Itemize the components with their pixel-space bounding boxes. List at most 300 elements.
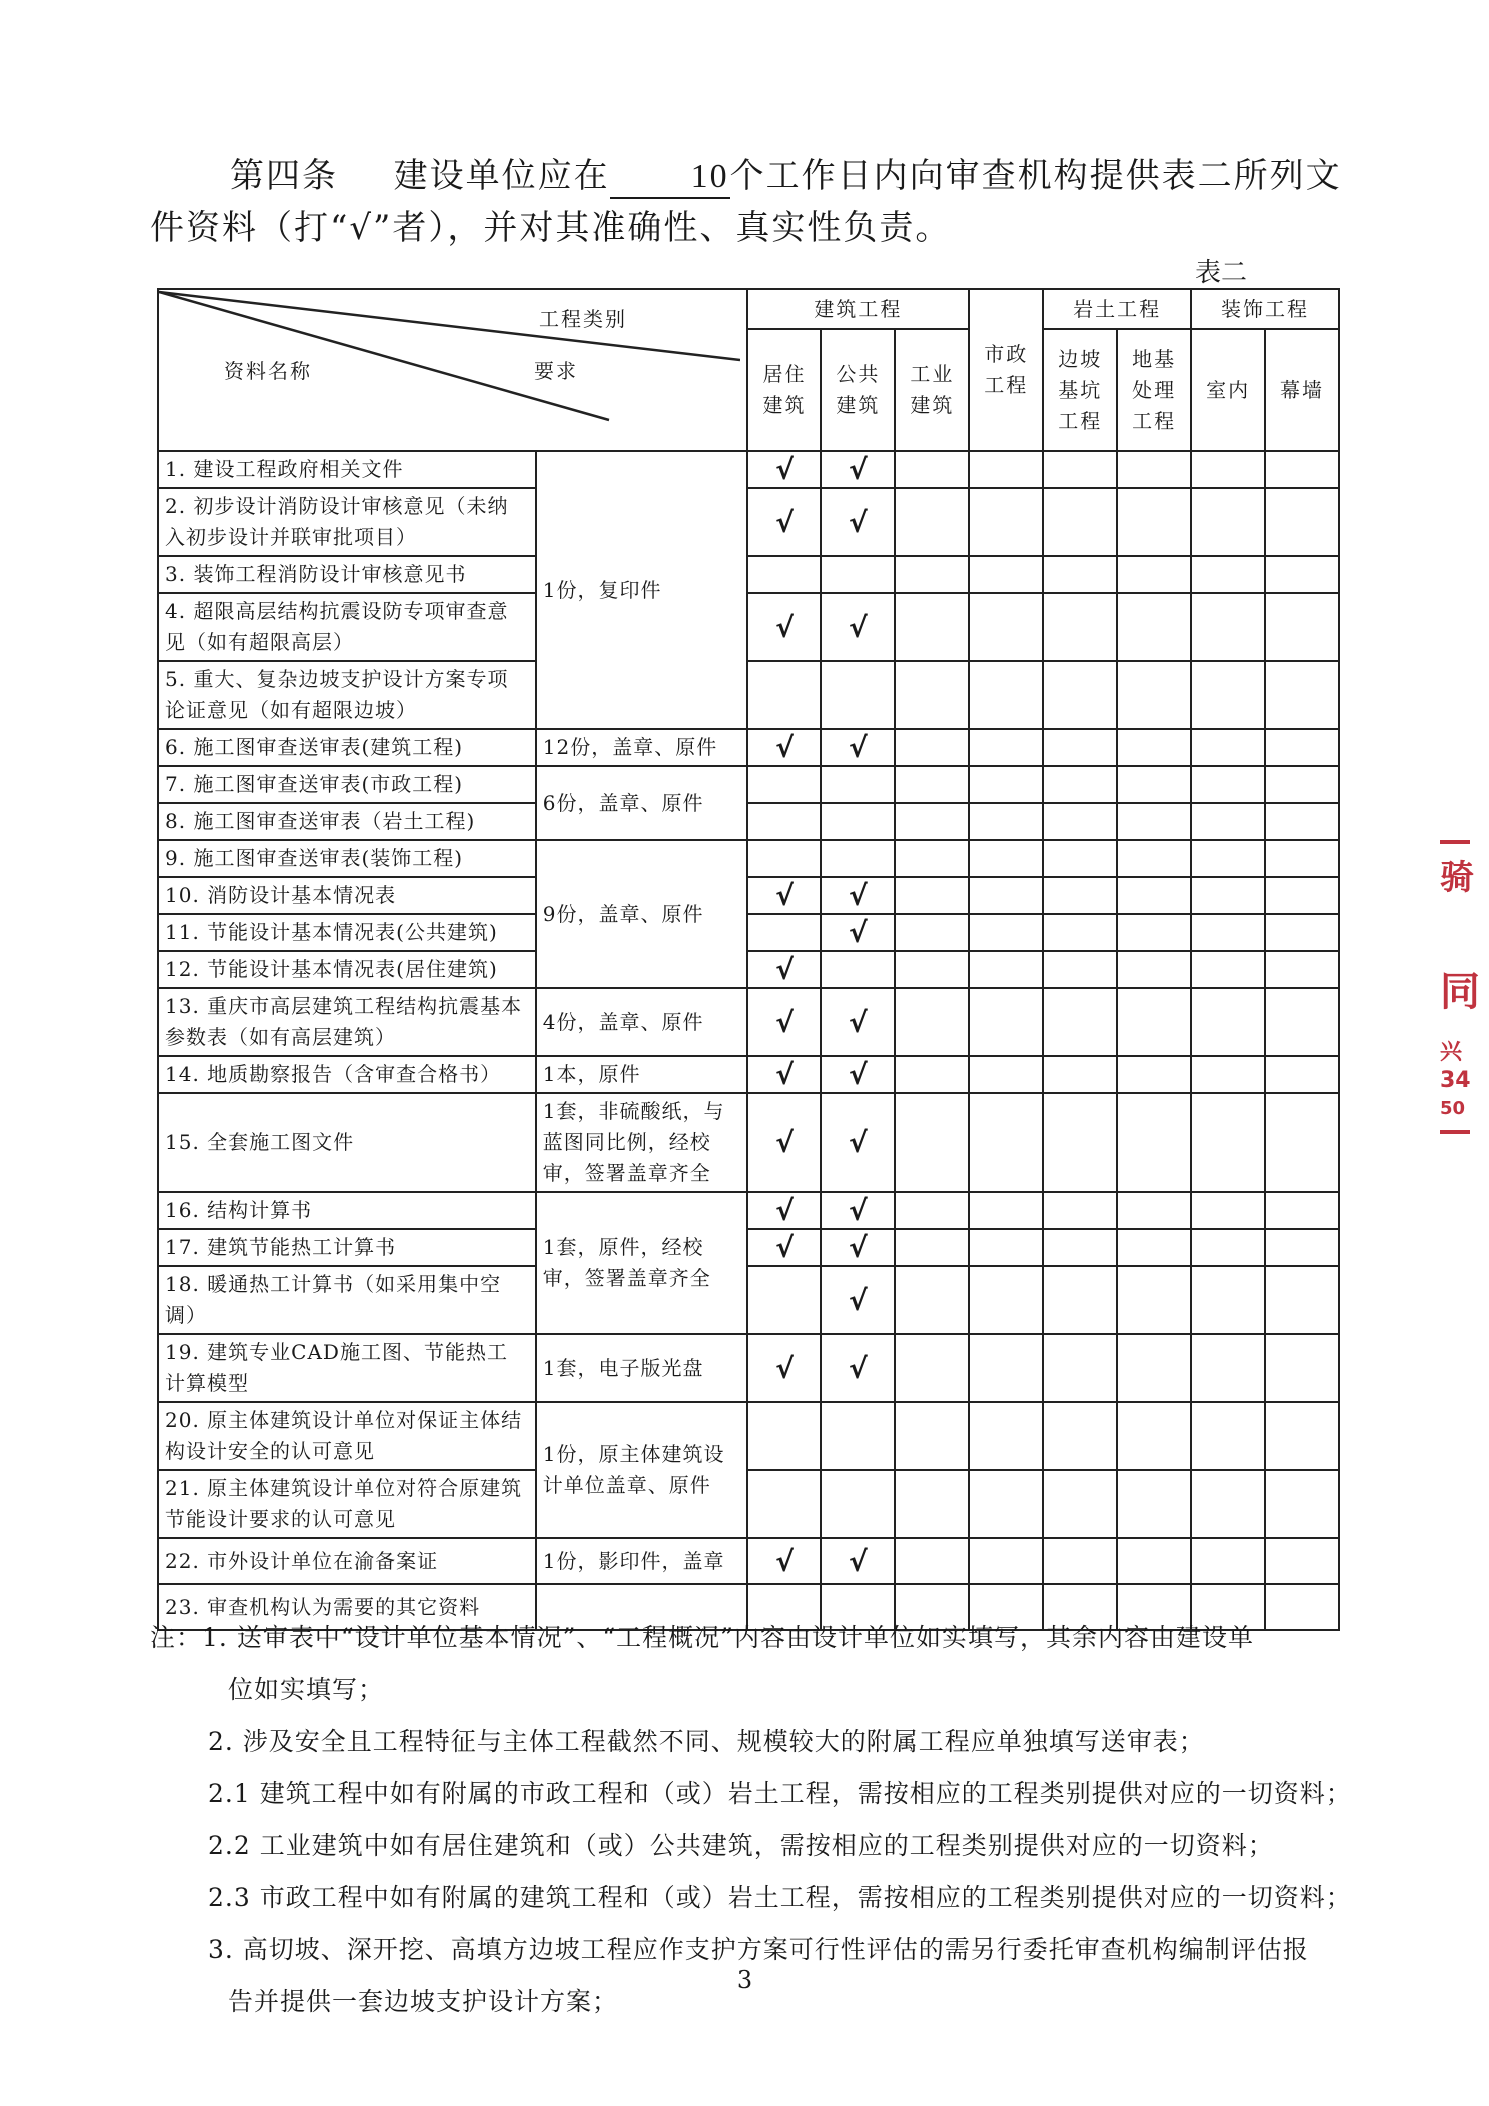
table-row xyxy=(158,593,1339,661)
check-cell-curtain-wall xyxy=(1265,1093,1339,1192)
check-cell-curtain-wall xyxy=(1265,661,1339,729)
check-cell-foundation xyxy=(1117,1056,1191,1093)
check-cell-curtain-wall xyxy=(1265,556,1339,593)
check-cell-interior xyxy=(1191,877,1265,914)
check-cell-industrial xyxy=(895,661,969,729)
subheader-slope-line1: 边坡 xyxy=(1058,346,1103,371)
requirement-cell: 1份，影印件，盖章 xyxy=(536,1538,748,1584)
check-cell-interior xyxy=(1191,1266,1265,1334)
table-row xyxy=(158,1538,1339,1584)
check-cell-public xyxy=(821,1192,895,1229)
subheader-municipal-line2: 工程 xyxy=(984,373,1029,397)
article-number: 第四条 xyxy=(230,156,338,196)
requirement-cell: 1份，复印件 xyxy=(536,451,748,729)
subheader-municipal xyxy=(969,289,1043,451)
document-name-cell: 15. 全套施工图文件 xyxy=(158,1093,536,1192)
check-cell-municipal xyxy=(969,840,1043,877)
check-cell-industrial xyxy=(895,840,969,877)
table-row xyxy=(158,840,1339,877)
notes-prefix: 注： xyxy=(150,1623,203,1652)
check-cell-industrial xyxy=(895,451,969,488)
check-cell-curtain-wall xyxy=(1265,914,1339,951)
subheader-curtain-wall: 幕墙 xyxy=(1265,329,1339,451)
document-name-cell: 17. 建筑节能热工计算书 xyxy=(158,1229,536,1266)
check-cell-curtain-wall xyxy=(1265,451,1339,488)
table-row xyxy=(158,556,1339,593)
check-cell-residential xyxy=(747,840,821,877)
check-mark-icon: √ xyxy=(849,505,868,539)
document-name-cell: 4. 超限高层结构抗震设防专项审查意见（如有超限高层） xyxy=(158,593,536,661)
check-cell-slope xyxy=(1043,766,1117,803)
document-name-cell: 9. 施工图审查送审表(装饰工程) xyxy=(158,840,536,877)
table-row xyxy=(158,1093,1339,1192)
check-cell-foundation xyxy=(1117,766,1191,803)
subheader-residential-line2: 建筑 xyxy=(762,393,807,417)
check-cell-municipal xyxy=(969,1470,1043,1538)
subheader-interior: 室内 xyxy=(1191,329,1265,451)
check-cell-industrial xyxy=(895,1538,969,1584)
check-cell-municipal xyxy=(969,1266,1043,1334)
check-mark-icon: √ xyxy=(849,1544,868,1578)
check-cell-curtain-wall xyxy=(1265,877,1339,914)
document-name-cell: 5. 重大、复杂边坡支护设计方案专项论证意见（如有超限边坡） xyxy=(158,661,536,729)
check-cell-slope xyxy=(1043,1229,1117,1266)
page-number: 3 xyxy=(736,1966,753,1994)
note-1-line-1: 1. 送审表中“设计单位基本情况”、“工程概况”内容由设计单位如实填写，其余内容由建设单 xyxy=(202,1623,1254,1652)
check-cell-residential xyxy=(747,1229,821,1266)
check-cell-industrial xyxy=(895,1229,969,1266)
check-cell-foundation xyxy=(1117,661,1191,729)
note-3-line-2: 告并提供一套边坡支护设计方案； xyxy=(228,1987,619,2016)
check-cell-public xyxy=(821,556,895,593)
check-cell-foundation xyxy=(1117,1229,1191,1266)
check-cell-public xyxy=(821,488,895,556)
check-cell-residential xyxy=(747,1192,821,1229)
check-cell-foundation xyxy=(1117,451,1191,488)
check-cell-foundation xyxy=(1117,1192,1191,1229)
check-cell-residential xyxy=(747,1402,821,1470)
check-mark-icon: √ xyxy=(775,610,794,644)
check-cell-curtain-wall xyxy=(1265,1229,1339,1266)
stamp-char-5: 50 xyxy=(1440,1098,1466,1119)
check-cell-interior xyxy=(1191,593,1265,661)
check-cell-curtain-wall xyxy=(1265,1402,1339,1470)
requirement-cell: 1套，电子版光盘 xyxy=(536,1334,748,1402)
document-name-cell: 1. 建设工程政府相关文件 xyxy=(158,451,536,488)
check-cell-industrial xyxy=(895,556,969,593)
check-cell-industrial xyxy=(895,914,969,951)
check-cell-slope xyxy=(1043,593,1117,661)
check-cell-public xyxy=(821,1093,895,1192)
requirement-cell: 1份，原主体建筑设计单位盖章、原件 xyxy=(536,1402,748,1538)
check-cell-residential xyxy=(747,914,821,951)
table-row xyxy=(158,988,1339,1056)
check-cell-foundation xyxy=(1117,1538,1191,1584)
check-mark-icon: √ xyxy=(849,1231,868,1264)
check-cell-interior xyxy=(1191,729,1265,766)
stamp-char-4: 34 xyxy=(1440,1068,1471,1093)
document-name-cell: 20. 原主体建筑设计单位对保证主体结构设计安全的认可意见 xyxy=(158,1402,536,1470)
check-cell-interior xyxy=(1191,840,1265,877)
check-cell-industrial xyxy=(895,593,969,661)
article-text-after: 个工作日内向审查机构提供表二所列文 xyxy=(729,156,1342,196)
check-cell-municipal xyxy=(969,951,1043,988)
check-cell-industrial xyxy=(895,1266,969,1334)
check-cell-interior xyxy=(1191,556,1265,593)
check-cell-residential xyxy=(747,1056,821,1093)
check-cell-curtain-wall xyxy=(1265,1334,1339,1402)
check-mark-icon: √ xyxy=(775,953,794,986)
check-cell-foundation xyxy=(1117,1402,1191,1470)
document-name-cell: 12. 节能设计基本情况表(居住建筑) xyxy=(158,951,536,988)
check-cell-curtain-wall xyxy=(1265,951,1339,988)
check-cell-residential xyxy=(747,1266,821,1334)
group-header-geotech: 岩土工程 xyxy=(1043,289,1191,329)
check-cell-curtain-wall xyxy=(1265,1192,1339,1229)
check-cell-interior xyxy=(1191,1470,1265,1538)
check-cell-slope xyxy=(1043,1093,1117,1192)
check-cell-curtain-wall xyxy=(1265,1470,1339,1538)
check-mark-icon: √ xyxy=(849,731,868,764)
requirement-cell: 1套，原件，经校审，签署盖章齐全 xyxy=(536,1192,748,1334)
check-mark-icon: √ xyxy=(775,1231,794,1264)
check-cell-curtain-wall xyxy=(1265,988,1339,1056)
check-cell-public xyxy=(821,1470,895,1538)
check-cell-residential xyxy=(747,877,821,914)
requirement-cell: 12份，盖章、原件 xyxy=(536,729,748,766)
document-name-cell: 2. 初步设计消防设计审核意见（未纳入初步设计并联审批项目） xyxy=(158,488,536,556)
check-cell-slope xyxy=(1043,1334,1117,1402)
document-name-cell: 13. 重庆市高层建筑工程结构抗震基本参数表（如有高层建筑） xyxy=(158,988,536,1056)
check-cell-industrial xyxy=(895,988,969,1056)
check-cell-industrial xyxy=(895,729,969,766)
requirement-cell: 1本，原件 xyxy=(536,1056,748,1093)
check-cell-curtain-wall xyxy=(1265,488,1339,556)
check-cell-slope xyxy=(1043,1266,1117,1334)
check-mark-icon: √ xyxy=(775,1194,794,1227)
document-name-cell: 18. 暖通热工计算书（如采用集中空调） xyxy=(158,1266,536,1334)
subheader-public-line2: 建筑 xyxy=(836,393,881,417)
check-cell-residential xyxy=(747,593,821,661)
check-cell-foundation xyxy=(1117,1266,1191,1334)
stamp-char-1: 骑 xyxy=(1440,858,1474,898)
check-cell-residential xyxy=(747,1093,821,1192)
check-cell-curtain-wall xyxy=(1265,766,1339,803)
check-cell-slope xyxy=(1043,914,1117,951)
article-text-before: 建设单位应在 xyxy=(393,156,610,196)
check-cell-residential xyxy=(747,988,821,1056)
check-cell-municipal xyxy=(969,593,1043,661)
check-cell-foundation xyxy=(1117,729,1191,766)
check-cell-residential xyxy=(747,729,821,766)
check-cell-foundation xyxy=(1117,914,1191,951)
check-mark-icon: √ xyxy=(775,1005,794,1039)
table-row xyxy=(158,803,1339,840)
check-cell-interior xyxy=(1191,988,1265,1056)
requirement-cell: 6份，盖章、原件 xyxy=(536,766,748,840)
check-cell-municipal xyxy=(969,451,1043,488)
check-cell-curtain-wall xyxy=(1265,803,1339,840)
check-cell-industrial xyxy=(895,1334,969,1402)
document-name-cell: 16. 结构计算书 xyxy=(158,1192,536,1229)
note-1 xyxy=(150,1612,1350,1664)
check-cell-interior xyxy=(1191,451,1265,488)
check-cell-industrial xyxy=(895,1093,969,1192)
check-cell-public xyxy=(821,914,895,951)
subheader-foundation xyxy=(1117,329,1191,451)
check-cell-municipal xyxy=(969,1192,1043,1229)
check-mark-icon: √ xyxy=(775,1126,794,1159)
table-row xyxy=(158,914,1339,951)
document-name-cell: 3. 装饰工程消防设计审核意见书 xyxy=(158,556,536,593)
check-cell-industrial xyxy=(895,951,969,988)
check-cell-municipal xyxy=(969,1056,1043,1093)
note-2: 2. 涉及安全且工程特征与主体工程截然不同、规模较大的附属工程应单独填写送审表； xyxy=(208,1727,1205,1756)
check-cell-interior xyxy=(1191,914,1265,951)
document-name-cell: 19. 建筑专业CAD施工图、节能热工计算模型 xyxy=(158,1334,536,1402)
check-cell-public xyxy=(821,951,895,988)
table-row xyxy=(158,1229,1339,1266)
check-cell-municipal xyxy=(969,488,1043,556)
check-cell-municipal xyxy=(969,988,1043,1056)
document-name-cell: 8. 施工图审查送审表（岩土工程) xyxy=(158,803,536,840)
subheader-foundation-line3: 工程 xyxy=(1132,408,1177,433)
subheader-foundation-line2: 处理 xyxy=(1132,377,1177,402)
table-label: 表二 xyxy=(1195,258,1248,288)
subheader-industrial-line1: 工业 xyxy=(910,362,955,386)
check-cell-residential xyxy=(747,1538,821,1584)
check-cell-slope xyxy=(1043,1538,1117,1584)
check-cell-curtain-wall xyxy=(1265,593,1339,661)
table-row xyxy=(158,488,1339,556)
check-cell-curtain-wall xyxy=(1265,840,1339,877)
check-cell-interior xyxy=(1191,488,1265,556)
stamp-bar-top xyxy=(1440,840,1470,844)
subheader-public-line1: 公共 xyxy=(836,362,881,386)
table-row xyxy=(158,1192,1339,1229)
check-cell-slope xyxy=(1043,951,1117,988)
check-cell-public xyxy=(821,803,895,840)
check-cell-slope xyxy=(1043,729,1117,766)
check-mark-icon: √ xyxy=(849,610,868,644)
table-row xyxy=(158,1266,1339,1334)
table-row xyxy=(158,451,1339,488)
document-name-cell: 21. 原主体建筑设计单位对符合原建筑节能设计要求的认可意见 xyxy=(158,1470,536,1538)
check-cell-industrial xyxy=(895,803,969,840)
check-cell-municipal xyxy=(969,1402,1043,1470)
check-mark-icon: √ xyxy=(849,1194,868,1227)
table-row xyxy=(158,877,1339,914)
requirement-cell: 4份，盖章、原件 xyxy=(536,988,748,1056)
check-cell-slope xyxy=(1043,988,1117,1056)
check-cell-industrial xyxy=(895,1056,969,1093)
subheader-industrial-line2: 建筑 xyxy=(910,393,955,417)
check-mark-icon: √ xyxy=(849,1351,868,1385)
table-row xyxy=(158,766,1339,803)
document-name-cell: 23. 审查机构认为需要的其它资料 xyxy=(158,1584,536,1630)
subheader-public xyxy=(821,329,895,451)
check-cell-slope xyxy=(1043,1402,1117,1470)
check-cell-residential xyxy=(747,488,821,556)
check-mark-icon: √ xyxy=(775,879,794,912)
check-cell-public xyxy=(821,988,895,1056)
check-cell-foundation xyxy=(1117,1470,1191,1538)
check-cell-public xyxy=(821,766,895,803)
check-mark-icon: √ xyxy=(775,453,794,486)
check-mark-icon: √ xyxy=(849,1283,868,1317)
check-cell-industrial xyxy=(895,488,969,556)
check-cell-public xyxy=(821,661,895,729)
check-mark-icon: √ xyxy=(849,1126,868,1159)
check-cell-public xyxy=(821,1402,895,1470)
days-blank-value: 10 xyxy=(610,157,730,199)
check-cell-public xyxy=(821,593,895,661)
check-cell-residential xyxy=(747,451,821,488)
subheader-slope xyxy=(1043,329,1117,451)
table-row xyxy=(158,1056,1339,1093)
check-mark-icon: √ xyxy=(849,453,868,486)
check-cell-residential xyxy=(747,661,821,729)
check-cell-public xyxy=(821,451,895,488)
check-cell-industrial xyxy=(895,766,969,803)
check-cell-curtain-wall xyxy=(1265,1266,1339,1334)
check-cell-interior xyxy=(1191,803,1265,840)
header-requirement: 要求 xyxy=(534,359,578,383)
check-mark-icon: √ xyxy=(775,1544,794,1578)
check-cell-slope xyxy=(1043,803,1117,840)
article-line-2: 件资料（打“√”者），并对其准确性、真实性负责。 xyxy=(150,208,952,248)
diagonal-header-cell xyxy=(158,289,747,451)
check-cell-public xyxy=(821,1538,895,1584)
note-1-line-2: 位如实填写； xyxy=(228,1675,385,1704)
document-name-cell: 11. 节能设计基本情况表(公共建筑) xyxy=(158,914,536,951)
check-cell-municipal xyxy=(969,877,1043,914)
check-cell-foundation xyxy=(1117,556,1191,593)
check-cell-interior xyxy=(1191,661,1265,729)
subheader-municipal-line1: 市政 xyxy=(984,342,1029,366)
check-cell-foundation xyxy=(1117,877,1191,914)
check-cell-foundation xyxy=(1117,803,1191,840)
check-cell-public xyxy=(821,1334,895,1402)
document-name-cell: 22. 市外设计单位在渝备案证 xyxy=(158,1538,536,1584)
check-mark-icon: √ xyxy=(849,916,868,949)
check-cell-interior xyxy=(1191,1056,1265,1093)
check-cell-public xyxy=(821,877,895,914)
check-cell-public xyxy=(821,1056,895,1093)
note-3-line-1: 3. 高切坡、深开挖、高填方边坡工程应作支护方案可行性评估的需另行委托审查机构编制评估报 xyxy=(208,1935,1309,1964)
check-cell-residential xyxy=(747,1470,821,1538)
check-cell-public xyxy=(821,1266,895,1334)
check-cell-curtain-wall xyxy=(1265,1056,1339,1093)
check-cell-interior xyxy=(1191,951,1265,988)
check-cell-municipal xyxy=(969,1538,1043,1584)
note-2-3: 2.3 市政工程中如有附属的建筑工程和（或）岩土工程，需按相应的工程类别提供对应的一切资料； xyxy=(208,1883,1352,1912)
check-cell-foundation xyxy=(1117,840,1191,877)
check-cell-curtain-wall xyxy=(1265,729,1339,766)
check-cell-slope xyxy=(1043,1056,1117,1093)
subheader-slope-line3: 工程 xyxy=(1058,408,1103,433)
stamp-char-3: 兴 xyxy=(1440,1040,1463,1065)
check-mark-icon: √ xyxy=(775,505,794,539)
group-header-building: 建筑工程 xyxy=(747,289,969,329)
check-cell-residential xyxy=(747,766,821,803)
check-cell-foundation xyxy=(1117,488,1191,556)
check-cell-interior xyxy=(1191,1093,1265,1192)
stamp-bar-bottom xyxy=(1440,1130,1470,1134)
requirement-cell: 9份，盖章、原件 xyxy=(536,840,748,988)
check-cell-municipal xyxy=(969,729,1043,766)
check-cell-public xyxy=(821,840,895,877)
check-cell-interior xyxy=(1191,1402,1265,1470)
check-mark-icon: √ xyxy=(849,879,868,912)
header-project-category: 工程类别 xyxy=(539,307,627,331)
check-mark-icon: √ xyxy=(775,1351,794,1385)
subheader-slope-line2: 基坑 xyxy=(1058,377,1103,402)
check-cell-foundation xyxy=(1117,988,1191,1056)
subheader-residential-line1: 居住 xyxy=(762,362,807,386)
check-cell-municipal xyxy=(969,1334,1043,1402)
subheader-foundation-line1: 地基 xyxy=(1132,346,1177,371)
check-cell-public xyxy=(821,1229,895,1266)
table-row xyxy=(158,1402,1339,1470)
check-cell-municipal xyxy=(969,1229,1043,1266)
check-cell-industrial xyxy=(895,1192,969,1229)
document-name-cell: 6. 施工图审查送审表(建筑工程) xyxy=(158,729,536,766)
article-paragraph xyxy=(150,150,1350,254)
table-row xyxy=(158,1334,1339,1402)
check-cell-foundation xyxy=(1117,1334,1191,1402)
check-cell-industrial xyxy=(895,1470,969,1538)
document-name-cell: 10. 消防设计基本情况表 xyxy=(158,877,536,914)
group-header-decoration: 装饰工程 xyxy=(1191,289,1339,329)
check-cell-interior xyxy=(1191,1229,1265,1266)
check-cell-municipal xyxy=(969,914,1043,951)
check-cell-foundation xyxy=(1117,1093,1191,1192)
check-cell-slope xyxy=(1043,1192,1117,1229)
table-row xyxy=(158,729,1339,766)
check-cell-residential xyxy=(747,951,821,988)
check-cell-interior xyxy=(1191,1538,1265,1584)
check-cell-municipal xyxy=(969,556,1043,593)
documents-table xyxy=(157,288,1340,1631)
check-cell-municipal xyxy=(969,661,1043,729)
check-cell-municipal xyxy=(969,766,1043,803)
check-cell-industrial xyxy=(895,1402,969,1470)
check-cell-residential xyxy=(747,803,821,840)
note-2-2: 2.2 工业建筑中如有居住建筑和（或）公共建筑，需按相应的工程类别提供对应的一切资料； xyxy=(208,1831,1274,1860)
requirement-cell: 1套，非硫酸纸，与蓝图同比例，经校审，签署盖章齐全 xyxy=(536,1093,748,1192)
check-cell-slope xyxy=(1043,451,1117,488)
check-cell-foundation xyxy=(1117,593,1191,661)
stamp-char-2: 同 xyxy=(1440,969,1480,1015)
check-cell-curtain-wall xyxy=(1265,1538,1339,1584)
check-cell-slope xyxy=(1043,556,1117,593)
check-mark-icon: √ xyxy=(849,1058,868,1091)
check-mark-icon: √ xyxy=(775,1058,794,1091)
check-cell-municipal xyxy=(969,803,1043,840)
document-name-cell: 7. 施工图审查送审表(市政工程) xyxy=(158,766,536,803)
check-cell-slope xyxy=(1043,1470,1117,1538)
check-cell-slope xyxy=(1043,488,1117,556)
check-cell-residential xyxy=(747,556,821,593)
header-document-name: 资料名称 xyxy=(224,359,312,383)
check-cell-public xyxy=(821,729,895,766)
check-mark-icon: √ xyxy=(849,1005,868,1039)
note-2-1: 2.1 建筑工程中如有附属的市政工程和（或）岩土工程，需按相应的工程类别提供对应的一切资料； xyxy=(208,1779,1352,1808)
check-cell-municipal xyxy=(969,1093,1043,1192)
subheader-residential xyxy=(747,329,821,451)
check-cell-residential xyxy=(747,1334,821,1402)
